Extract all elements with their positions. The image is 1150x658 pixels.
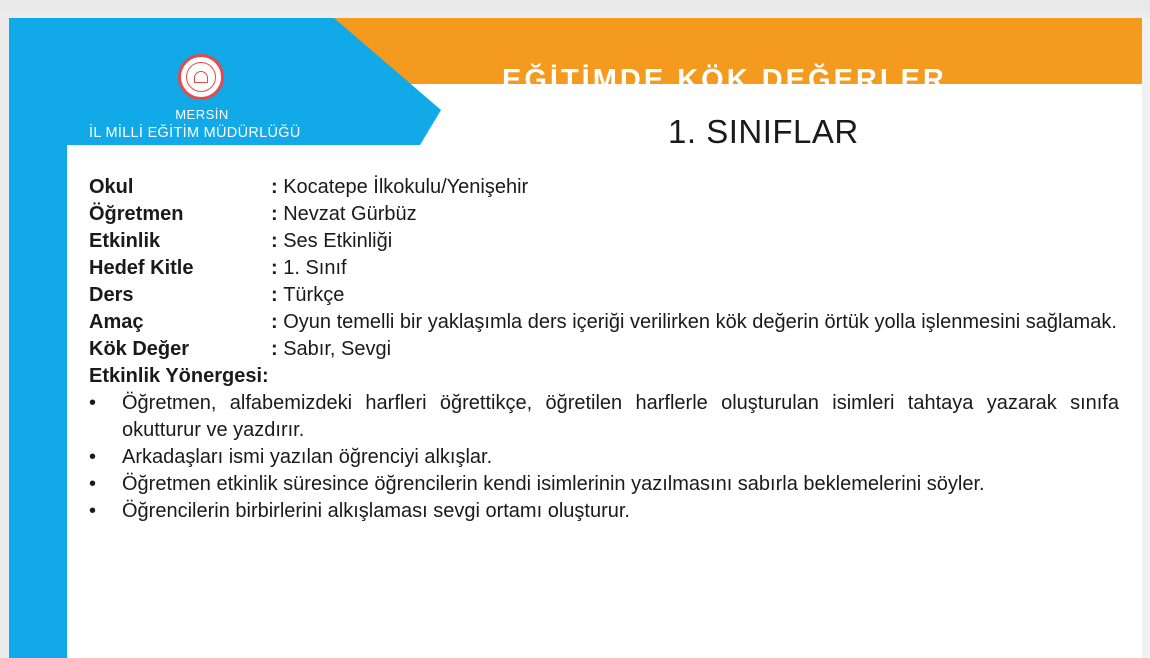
page-edge [1142,18,1150,658]
directive-list [89,390,1119,525]
directive-item: • Öğretmen, alfabemizdeki harfleri öğrettikçe, öğretilen harflerle oluşturulan isimleri tahtaya yazarak sınıfa okutturur ve yazdırır. [89,390,1119,444]
info-label: Etkinlik [89,230,161,252]
info-row-purpose [89,309,1119,336]
directorate-label: İL MİLLİ EĞİTİM MÜDÜRLÜĞÜ [89,125,301,141]
city-label: MERSİN [175,107,229,122]
info-value: : Ses Etkinliği [271,228,1119,255]
info-label: Amaç [89,311,144,333]
info-row-audience [89,255,1119,282]
info-label: Okul [89,176,134,198]
directive-heading: Etkinlik Yönergesi: [89,365,269,387]
directive-item: • Öğretmen etkinlik süresince öğrencilerin kendi isimlerinin yazılmasını sabırla beklemelerini söyler. [89,471,1119,498]
info-row-activity [89,228,1119,255]
info-label: Kök Değer [89,338,190,360]
banner-title: EĞİTİMDE KÖK DEĞERLER [502,64,947,96]
info-value: : Sabır, Sevgi [271,336,1119,363]
info-row-lesson [89,282,1119,309]
directive-item: • Arkadaşları ismi yazılan öğrenciyi alkışlar. [89,444,1119,471]
info-value: : Kocatepe İlkokulu/Yenişehir [271,174,1119,201]
info-value: : 1. Sınıf [271,255,1119,282]
info-row-school [89,174,1119,201]
grade-title: 1. SINIFLAR [668,113,859,150]
info-value: : Nevzat Gürbüz [271,201,1119,228]
directive-item: • Öğrencilerin birbirlerini alkışlaması sevgi ortamı oluşturur. [89,498,1119,525]
info-value: : Türkçe [271,282,1119,309]
info-value: : Oyun temelli bir yaklaşımla ders içeriği verilirken kök değerin örtük yolla işlenmesini sağlamak. [271,309,1119,336]
info-label: Hedef Kitle [89,257,194,279]
info-label: Öğretmen [89,203,184,225]
top-strip [0,0,1150,10]
ministry-emblem-icon [178,54,224,100]
info-row-teacher [89,201,1119,228]
info-row-core-value [89,336,1119,363]
info-label: Ders [89,284,134,306]
activity-info [89,174,1119,525]
